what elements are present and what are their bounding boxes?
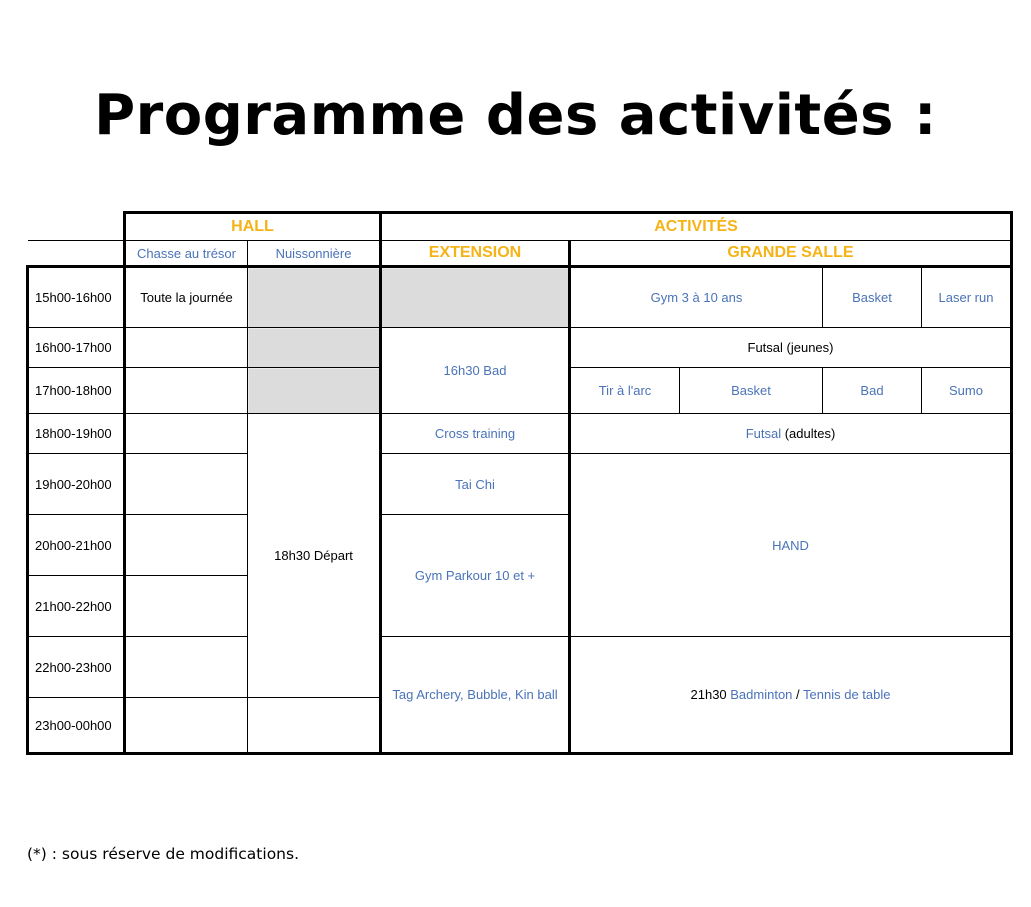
activity-cell: Futsal (jeunes)	[570, 328, 1012, 368]
activity-cell: Basket	[823, 267, 922, 328]
activity-cell: Gym 3 à 10 ans	[570, 267, 823, 328]
footnote: (*) : sous réserve de modifications.	[27, 845, 299, 863]
table-row	[28, 454, 1012, 515]
activity-cell: Sumo	[922, 368, 1012, 414]
time-cell: 18h00-19h00	[28, 414, 125, 454]
adultes-text: (adultes)	[781, 426, 836, 441]
activity-cell: HAND	[570, 454, 1012, 637]
activity-cell: Laser run	[922, 267, 1012, 328]
header-row-2	[28, 241, 1012, 267]
badminton-text: Badminton	[730, 687, 793, 702]
activity-cell: Bad	[823, 368, 922, 414]
empty-cell	[125, 637, 248, 698]
time-cell: 21h00-22h00	[28, 576, 125, 637]
grande-salle-header: GRANDE SALLE	[570, 241, 1012, 267]
table-row	[28, 328, 1012, 368]
slash-text: /	[792, 687, 804, 702]
chasse-header: Chasse au trésor	[125, 241, 248, 267]
empty-cell	[125, 698, 248, 754]
time-cell: 17h00-18h00	[28, 368, 125, 414]
schedule-table	[26, 211, 1013, 755]
header-row-1	[28, 213, 1012, 241]
table-row	[28, 637, 1012, 698]
time-cell: 16h00-17h00	[28, 328, 125, 368]
empty-cell	[125, 414, 248, 454]
activity-cell	[570, 637, 1012, 754]
activity-cell: Basket	[680, 368, 823, 414]
empty-cell	[125, 328, 248, 368]
empty-cell	[125, 454, 248, 515]
activity-cell: Tai Chi	[381, 454, 570, 515]
time-cell: 19h00-20h00	[28, 454, 125, 515]
page-title: Programme des activités :	[94, 83, 937, 148]
empty-cell	[248, 698, 381, 754]
chasse-cell: Toute la journée	[125, 267, 248, 328]
activity-cell: Tag Archery, Bubble, Kin ball	[381, 637, 570, 754]
empty-cell	[125, 368, 248, 414]
time-cell: 15h00-16h00	[28, 267, 125, 328]
activity-cell: Tir à l'arc	[570, 368, 680, 414]
activity-cell: Cross training	[381, 414, 570, 454]
tennis-text: Tennis de table	[803, 687, 891, 702]
table-row	[28, 414, 1012, 454]
activity-cell: Gym Parkour 10 et +	[381, 515, 570, 637]
unavailable-cell	[248, 267, 381, 328]
activites-header: ACTIVITÉS	[381, 213, 1012, 241]
activity-cell: 16h30 Bad	[381, 328, 570, 414]
time-2130-text: 21h30	[690, 687, 731, 702]
empty-cell	[125, 576, 248, 637]
table-row	[28, 267, 1012, 328]
activity-cell	[570, 414, 1012, 454]
hall-header: HALL	[125, 213, 381, 241]
corner-empty-2	[28, 241, 125, 267]
time-cell: 23h00-00h00	[28, 698, 125, 754]
nuissonniere-header: Nuissonnière	[248, 241, 381, 267]
unavailable-cell	[248, 368, 381, 414]
extension-header: EXTENSION	[381, 241, 570, 267]
nuissonniere-cell: 18h30 Départ	[248, 414, 381, 698]
time-cell: 20h00-21h00	[28, 515, 125, 576]
futsal-text: Futsal	[745, 426, 782, 441]
empty-cell	[125, 515, 248, 576]
unavailable-cell	[248, 328, 381, 368]
unavailable-cell	[381, 267, 570, 328]
corner-empty-1	[28, 213, 125, 241]
time-cell: 22h00-23h00	[28, 637, 125, 698]
